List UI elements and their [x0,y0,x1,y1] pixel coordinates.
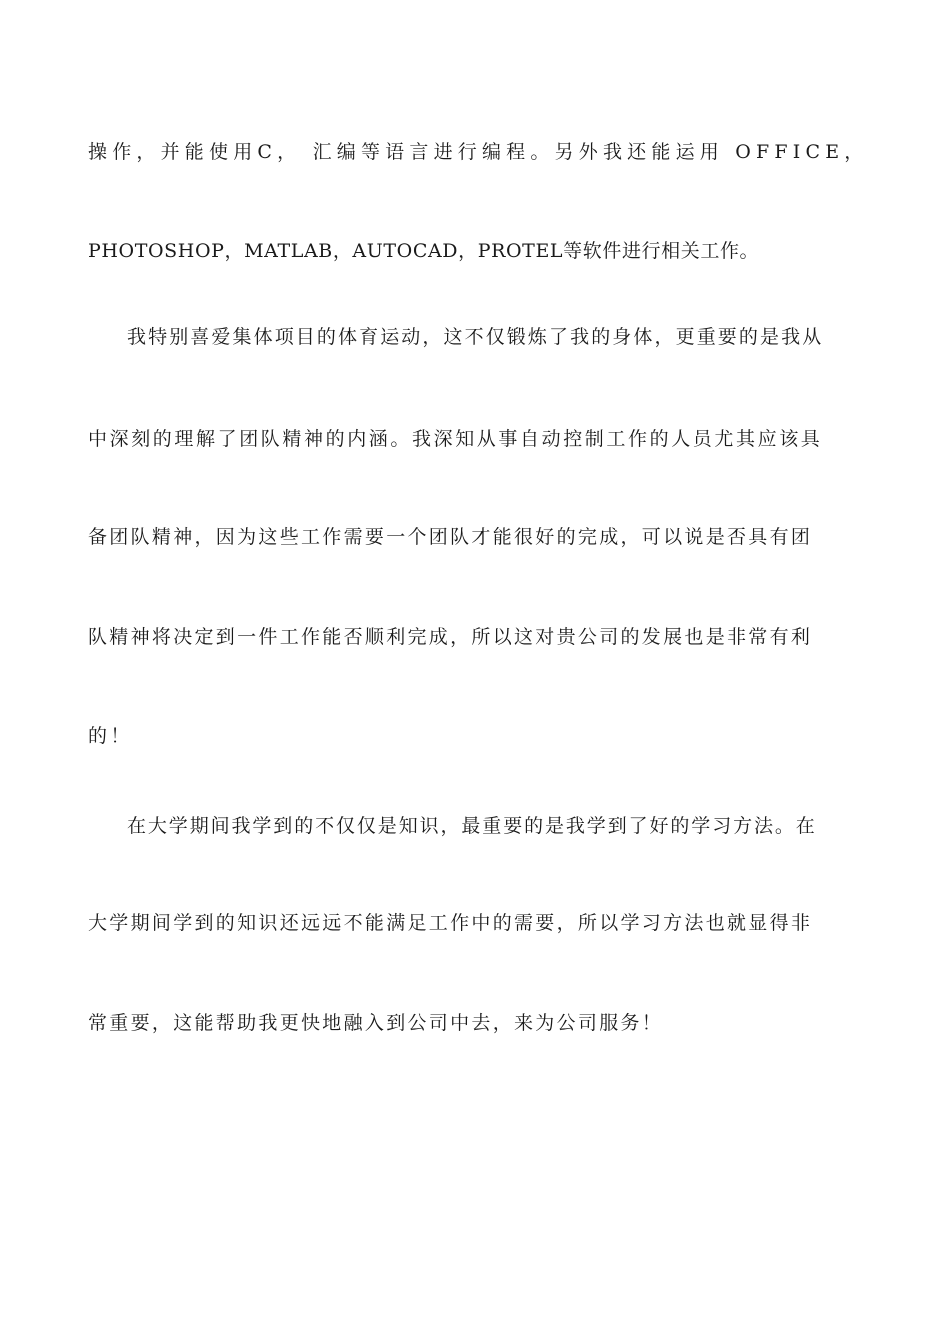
paragraph-first-line: 在大学期间我学到的不仅仅是知识，最重要的是我学到了好的学习方法。在 [127,815,817,837]
text-line: 操作，并能使用C， 汇编等语言进行编程。另外我还能运用 OFFICE， [88,141,869,163]
text-line: 常重要，这能帮助我更快地融入到公司中去，来为公司服务！ [88,1012,664,1034]
text-line: PHOTOSHOP，MATLAB，AUTOCAD，PROTEL等软件进行相关工作。 [88,240,760,262]
text-line: 队精神将决定到一件工作能否顺利完成，所以这对贵公司的发展也是非常有利 [88,626,813,648]
text-line: 中深刻的理解了团队精神的内涵。我深知从事自动控制工作的人员尤其应该具 [88,428,823,450]
text-line: 大学期间学到的知识还远远不能满足工作中的需要，所以学习方法也就显得非 [88,912,813,934]
paragraph-first-line: 我特别喜爱集体项目的体育运动，这不仅锻炼了我的身体，更重要的是我从 [127,326,824,348]
text-line: 备团队精神，因为这些工作需要一个团队才能很好的完成，可以说是否具有团 [88,526,813,548]
text-line: 的！ [88,725,133,747]
